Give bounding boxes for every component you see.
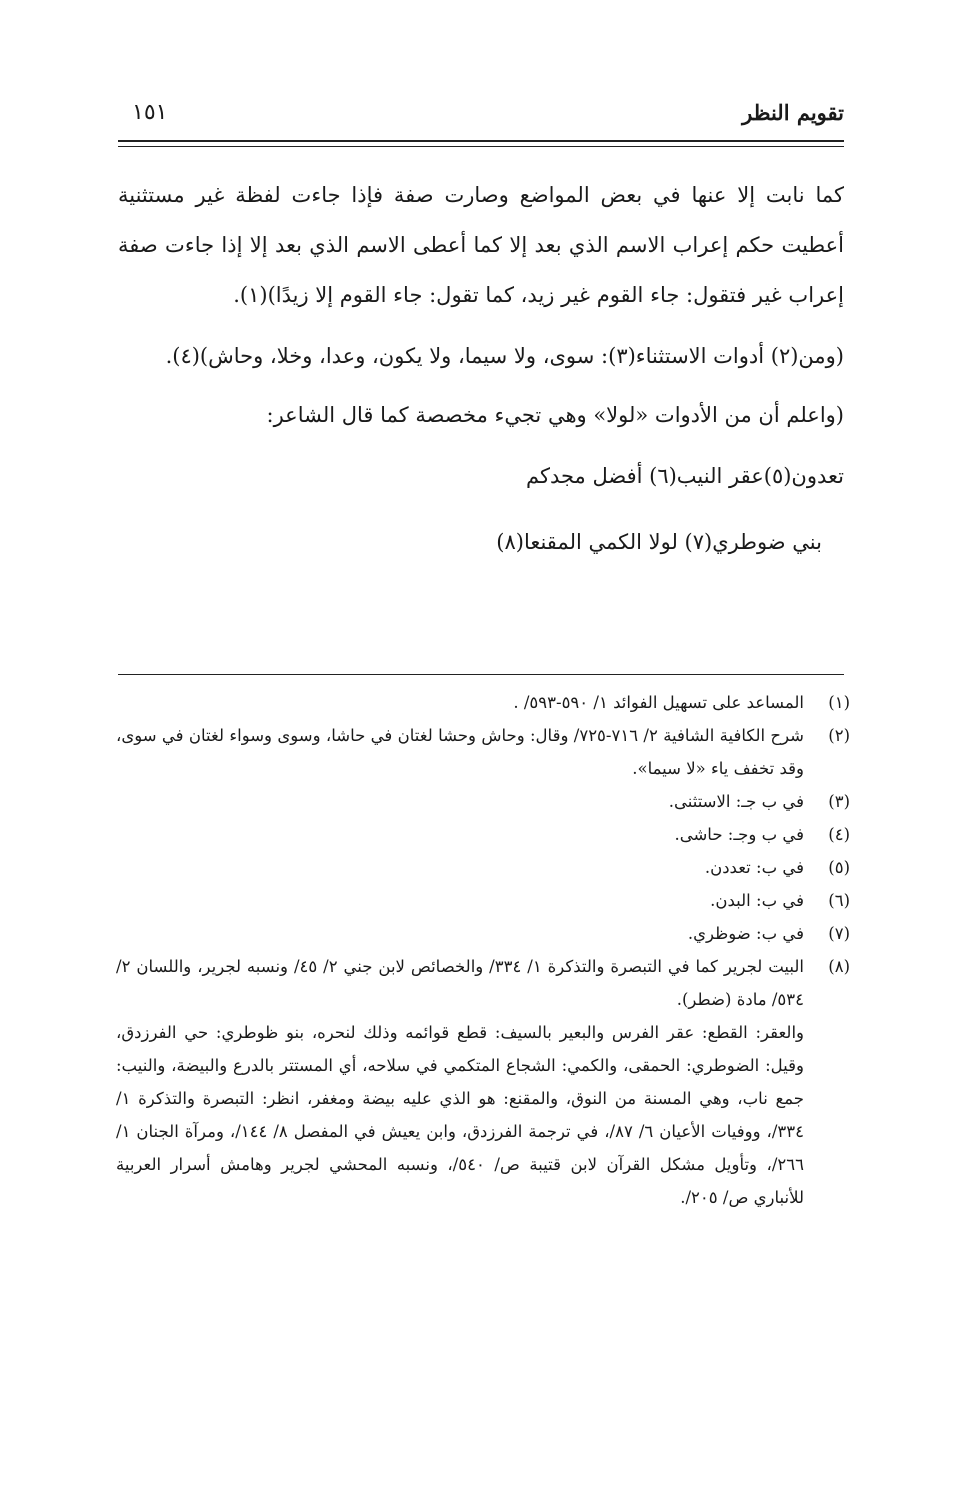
footnote-text: شرح الكافية الشافية ٢/ ٧١٦-٧٢٥/ وقال: وحاش وحشا لغتان في حاشا، وسوى وسواء لغتان في سوى، وقد تخفف ياء «لا سيما». <box>116 726 804 778</box>
footnote-text: في ب جـ: الاستثنى. <box>668 792 804 811</box>
footnote-number: (٢) <box>828 726 850 745</box>
footnote <box>116 686 850 719</box>
footnote <box>116 719 850 785</box>
page-header <box>118 100 844 140</box>
paragraph-1: كما نابت إلا عنها في بعض المواضع وصارت صفة فإذا جاءت لفظة غير مستثنية أعطيت حكم إعراب الاسم الذي بعد إلا كما أعطى الاسم الذي بعد إلا إذا جاءت صفة إعراب غير فتقول: جاء القوم غير زيد، كما تقول: جاء القوم إلا زيدًا)(١). <box>118 183 844 307</box>
footnote-text: في ب وجـ: حاشى. <box>674 825 804 844</box>
running-title: تقويم النظر <box>742 100 844 125</box>
footnote-8-continuation: والعقر: القطع: عقر الفرس والبعير بالسيف: قطع قوائمه وذلك لنحره، بنو ظوطري: حي الفرزدق، وقيل: الضوطري: الحمقى، والكمي: الشجاع المتكمي في سلاحه، أي المستتر بالدرع والبيضة، والنيب: جمع ناب، وهي المسنة من النوق، والمقنع: هو الذي عليه بيضة ومغفر، انظر: التبصرة والتذكرة ١/ ٣٣٤/، ووفيات الأعيان ٦/ ٨٧/، في ترجمة الفرزدق، وابن يعيش في المفصل ٨/ ١٤٤/، ومرآة الجنان ١/ ٢٦٦/، وتأويل مشكل القرآن لابن قتيبة ص/ ٥٤٠/، ونسبه المحشي لجرير وهامش أسرار العربية للأنباري ص/ ٢٠٥/. <box>116 1023 805 1207</box>
footnote <box>116 917 850 950</box>
footnote <box>116 950 850 1016</box>
footnote-text: في ب: ضوظري. <box>687 924 804 943</box>
footnote-text: في ب: البدن. <box>710 891 804 910</box>
footnote-separator <box>118 674 844 675</box>
footnote <box>116 884 850 917</box>
header-rule <box>118 140 844 142</box>
footnote-number: (٧) <box>828 924 850 943</box>
footnote-text: المساعد على تسهيل الفوائد ١/ ٥٩٠-٥٩٣/ . <box>513 693 804 712</box>
paragraph-2: (ومن(٢) أدوات الاستثناء(٣): سوى، ولا سيما، ولا يكون، وعدا، وخلا، وحاش)(٤). <box>165 344 844 368</box>
verse-line-1: تعدون(٥)عقر النيب(٦) أفضل مجدكم <box>525 464 844 488</box>
header-rule-thin <box>118 146 844 147</box>
footnote-number: (٥) <box>828 858 850 877</box>
footnote-number: (٦) <box>828 891 850 910</box>
footnote <box>116 851 850 884</box>
verse-line-2: بني ضوطري(٧) لولا الكمي المقنعا(٨) <box>496 530 822 554</box>
footnote-number: (٤) <box>828 825 850 844</box>
footnotes <box>116 686 850 1214</box>
footnote <box>116 785 850 818</box>
paragraph-3: (واعلم أن من الأدوات «لولا» وهي تجيء مخصصة كما قال الشاعر: <box>266 403 844 427</box>
footnote-number: (٨) <box>828 957 850 976</box>
footnote <box>116 818 850 851</box>
page-number: ١٥١ <box>132 100 168 125</box>
footnote-text: في ب: تعددن. <box>704 858 804 877</box>
main-text <box>118 170 844 568</box>
footnote-number: (١) <box>828 693 850 712</box>
footnote-number: (٣) <box>828 792 850 811</box>
footnote-text: البيت لجرير كما في التبصرة والتذكرة ١/ ٣٣٤/ والخصائص لابن جني ٢/ ٤٥/ ونسبه لجرير، واللسان ٢/ ٥٣٤/ مادة (ضطر). <box>116 957 804 1009</box>
